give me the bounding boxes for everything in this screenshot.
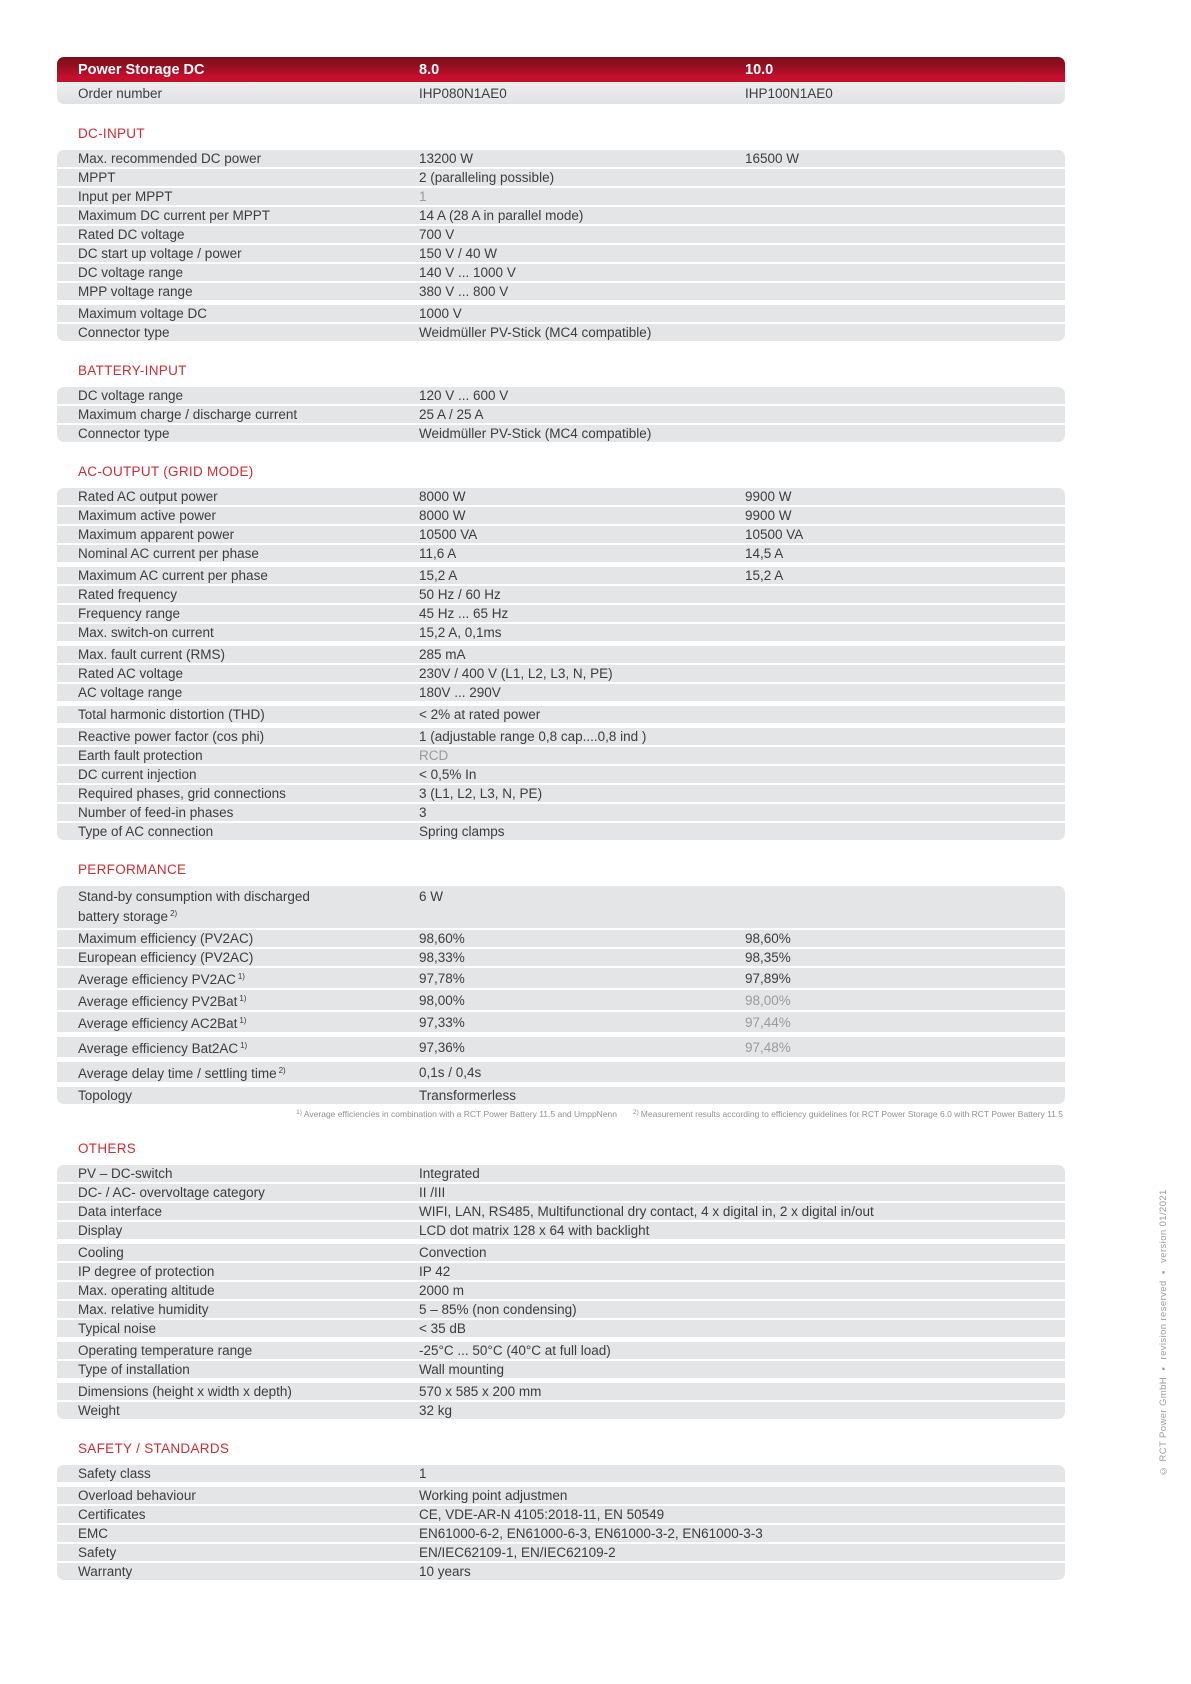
efficiency-footnote: $^{1)}$ Average efficiencies in combination with a RCT Power Battery 11.5 and UmppNenn $^{2)}$ Measurement results according to efficiency guidelines for RCT Power Storage 6.0 with RCT Power Battery 11.5 bbox=[296, 1109, 1063, 1119]
spec-label: Maximum DC current per MPPT bbox=[78, 208, 271, 223]
spec-value-model-8: Transformerless bbox=[419, 1088, 517, 1103]
spec-value-model-10: 98,60% bbox=[745, 931, 791, 946]
spec-value-model-8: IP 42 bbox=[419, 1264, 451, 1279]
section-title: OTHERS bbox=[78, 1141, 137, 1156]
spec-row bbox=[57, 1378, 1065, 1400]
spec-label: Type of AC connection bbox=[78, 824, 214, 839]
spec-label: Average efficiency PV2Bat $^{1)}$ bbox=[78, 994, 247, 1009]
spec-row bbox=[57, 543, 1065, 562]
spec-value-model-8: 32 kg bbox=[419, 1403, 453, 1418]
spec-label: Rated AC output power bbox=[78, 489, 218, 504]
spec-row bbox=[57, 701, 1065, 723]
spec-value-model-8: 0,1s / 0,4s bbox=[419, 1064, 482, 1080]
spec-label: PV – DC-switch bbox=[78, 1166, 173, 1181]
spec-label: Input per MPPT bbox=[78, 189, 173, 204]
spec-value-model-8: WIFI, LAN, RS485, Multifunctional dry contact, 4 x digital in, 2 x digital in/out bbox=[419, 1204, 874, 1219]
spec-row bbox=[57, 783, 1065, 802]
spec-value-model-8: Working point adjustmen bbox=[419, 1488, 568, 1503]
spec-value-model-8: II /III bbox=[419, 1185, 446, 1200]
spec-value-model-8: 8000 W bbox=[419, 489, 466, 504]
spec-value-model-8: 45 Hz ... 65 Hz bbox=[419, 606, 509, 621]
datasheet-content bbox=[57, 57, 1065, 1580]
spec-row bbox=[57, 1261, 1065, 1280]
spec-label: Average efficiency AC2Bat $^{1)}$ bbox=[78, 1016, 247, 1031]
spec-value-model-8: 3 bbox=[419, 805, 427, 820]
spec-row bbox=[57, 584, 1065, 603]
spec-value-model-8: EN/IEC62109-1, EN/IEC62109-2 bbox=[419, 1545, 616, 1560]
spec-label: Stand-by consumption with discharged battery storage $^{2)}$ bbox=[78, 889, 310, 924]
spec-value-model-8: 120 V ... 600 V bbox=[419, 388, 509, 403]
spec-row bbox=[57, 723, 1065, 745]
spec-label: Max. recommended DC power bbox=[78, 151, 262, 166]
spec-row bbox=[57, 224, 1065, 243]
spec-row bbox=[57, 322, 1065, 341]
spec-row bbox=[57, 1299, 1065, 1318]
spec-label: Type of installation bbox=[78, 1362, 190, 1377]
spec-row bbox=[57, 488, 1065, 505]
spec-value-model-8: 1 (adjustable range 0,8 cap....0,8 ind ) bbox=[419, 729, 647, 744]
spec-row bbox=[57, 1182, 1065, 1201]
spec-value-model-8: CE, VDE-AR-N 4105:2018-11, EN 50549 bbox=[419, 1507, 665, 1522]
spec-value-model-8: 10 years bbox=[419, 1564, 471, 1579]
spec-value-model-8: 570 x 585 x 200 mm bbox=[419, 1384, 542, 1399]
spec-label: Safety class bbox=[78, 1466, 151, 1481]
spec-row bbox=[57, 281, 1065, 300]
spec-value-model-8: 8000 W bbox=[419, 508, 466, 523]
spec-row bbox=[57, 603, 1065, 622]
spec-label: IP degree of protection bbox=[78, 1264, 215, 1279]
spec-value-model-8: 3 (L1, L2, L3, N, PE) bbox=[419, 786, 543, 801]
spec-row bbox=[57, 1201, 1065, 1220]
spec-label: Rated AC voltage bbox=[78, 666, 184, 681]
spec-row bbox=[57, 1465, 1065, 1482]
spec-row bbox=[57, 886, 1065, 928]
spec-row bbox=[57, 205, 1065, 224]
spec-value-model-10: 16500 W bbox=[745, 151, 800, 166]
spec-value-model-8: 230V / 400 V (L1, L2, L3, N, PE) bbox=[419, 666, 613, 681]
spec-row bbox=[57, 505, 1065, 524]
spec-row bbox=[57, 186, 1065, 205]
spec-table bbox=[57, 1165, 1065, 1419]
spec-value-model-8: 2000 m bbox=[419, 1283, 465, 1298]
spec-value-model-10: 97,48% bbox=[745, 1039, 791, 1055]
spec-label: Average delay time / settling time $^{2)}$ bbox=[78, 1066, 286, 1081]
spec-label: MPPT bbox=[78, 170, 116, 185]
spec-label: Average efficiency Bat2AC $^{1)}$ bbox=[78, 1041, 248, 1056]
spec-label: Connector type bbox=[78, 325, 170, 340]
spec-label: MPP voltage range bbox=[78, 284, 193, 299]
order-number-model-10: IHP100N1AE0 bbox=[745, 85, 833, 101]
spec-row bbox=[57, 1359, 1065, 1378]
spec-label: Reactive power factor (cos phi) bbox=[78, 729, 265, 744]
spec-label: Rated DC voltage bbox=[78, 227, 185, 242]
spec-label: DC voltage range bbox=[78, 388, 184, 403]
spec-label: Nominal AC current per phase bbox=[78, 546, 259, 561]
spec-row bbox=[57, 641, 1065, 663]
spec-label: Average efficiency PV2AC $^{1)}$ bbox=[78, 972, 245, 987]
spec-row bbox=[57, 404, 1065, 423]
product-header-bar bbox=[57, 57, 1065, 82]
spec-sections bbox=[57, 126, 1065, 1580]
spec-label: DC voltage range bbox=[78, 265, 184, 280]
footnote-marker: 1) bbox=[240, 1041, 248, 1050]
spec-value-model-8: 285 mA bbox=[419, 647, 466, 662]
spec-value-model-8: 50 Hz / 60 Hz bbox=[419, 587, 501, 602]
spec-value-model-10: 98,00% bbox=[745, 992, 791, 1008]
spec-label: DC- / AC- overvoltage category bbox=[78, 1185, 265, 1200]
spec-label: Maximum active power bbox=[78, 508, 217, 523]
order-number-model-8: IHP080N1AE0 bbox=[419, 85, 507, 101]
spec-label: Certificates bbox=[78, 1507, 146, 1522]
spec-table bbox=[57, 1465, 1065, 1580]
spec-row bbox=[57, 1400, 1065, 1419]
spec-label: Data interface bbox=[78, 1204, 163, 1219]
spec-row bbox=[57, 167, 1065, 186]
spec-value-model-8: 140 V ... 1000 V bbox=[419, 265, 516, 280]
spec-value-model-8: 97,36% bbox=[419, 1039, 465, 1055]
footnote-marker: 1) bbox=[239, 1016, 247, 1025]
spec-value-model-10: 98,35% bbox=[745, 950, 791, 965]
spec-label: Typical noise bbox=[78, 1321, 157, 1336]
spec-label: Required phases, grid connections bbox=[78, 786, 286, 801]
section-title: AC-OUTPUT (GRID MODE) bbox=[78, 464, 254, 479]
spec-row bbox=[57, 1239, 1065, 1261]
spec-row bbox=[57, 150, 1065, 167]
footnote-marker: 2) bbox=[278, 1066, 286, 1075]
spec-label: Total harmonic distortion (THD) bbox=[78, 707, 265, 722]
spec-row bbox=[57, 1504, 1065, 1523]
spec-row bbox=[57, 562, 1065, 584]
spec-row bbox=[57, 1010, 1065, 1032]
spec-value-model-8: 10500 VA bbox=[419, 527, 478, 542]
spec-value-model-10: 9900 W bbox=[745, 489, 792, 504]
footnote-marker: 1) bbox=[237, 972, 245, 981]
spec-value-model-8: 97,33% bbox=[419, 1014, 465, 1030]
spec-label: Earth fault protection bbox=[78, 748, 203, 763]
spec-row bbox=[57, 423, 1065, 442]
spec-label: Operating temperature range bbox=[78, 1343, 253, 1358]
spec-value-model-8: Wall mounting bbox=[419, 1362, 505, 1377]
spec-row bbox=[57, 1337, 1065, 1359]
order-number-label: Order number bbox=[78, 85, 163, 101]
model-10-label: 10.0 bbox=[745, 61, 774, 78]
spec-value-model-8: Weidmüller PV-Stick (MC4 compatible) bbox=[419, 325, 652, 340]
spec-label: Max. operating altitude bbox=[78, 1283, 215, 1298]
spec-label: Cooling bbox=[78, 1245, 124, 1260]
spec-row bbox=[57, 524, 1065, 543]
spec-value-model-8: 97,78% bbox=[419, 970, 465, 986]
spec-label: Maximum apparent power bbox=[78, 527, 235, 542]
spec-row bbox=[57, 1165, 1065, 1182]
spec-row bbox=[57, 1542, 1065, 1561]
spec-row bbox=[57, 1318, 1065, 1337]
spec-value-model-8: 98,33% bbox=[419, 950, 465, 965]
spec-row bbox=[57, 300, 1065, 322]
spec-value-model-8: RCD bbox=[419, 748, 449, 763]
spec-label: Max. fault current (RMS) bbox=[78, 647, 226, 662]
spec-value-model-8: -25°C ... 50°C (40°C at full load) bbox=[419, 1343, 611, 1358]
spec-label: Topology bbox=[78, 1088, 133, 1103]
spec-label: European efficiency (PV2AC) bbox=[78, 950, 254, 965]
spec-row bbox=[57, 1280, 1065, 1299]
spec-value-model-8: 13200 W bbox=[419, 151, 474, 166]
spec-label: Frequency range bbox=[78, 606, 181, 621]
spec-label: Weight bbox=[78, 1403, 120, 1418]
spec-label: Maximum efficiency (PV2AC) bbox=[78, 931, 254, 946]
spec-row bbox=[57, 966, 1065, 988]
spec-row bbox=[57, 1057, 1065, 1082]
spec-table bbox=[57, 886, 1065, 1104]
spec-value-model-8: 5 – 85% (non condensing) bbox=[419, 1302, 577, 1317]
spec-value-model-8: 14 A (28 A in parallel mode) bbox=[419, 208, 584, 223]
spec-row bbox=[57, 1220, 1065, 1239]
spec-label: Maximum voltage DC bbox=[78, 306, 208, 321]
spec-table bbox=[57, 488, 1065, 840]
spec-row bbox=[57, 1082, 1065, 1104]
spec-row bbox=[57, 387, 1065, 404]
section-title: BATTERY-INPUT bbox=[78, 363, 187, 378]
spec-label: DC current injection bbox=[78, 767, 197, 782]
spec-label: Warranty bbox=[78, 1564, 133, 1579]
spec-value-model-10: 9900 W bbox=[745, 508, 792, 523]
spec-row bbox=[57, 1561, 1065, 1580]
spec-value-model-8: 180V ... 290V bbox=[419, 685, 501, 700]
section-title: DC-INPUT bbox=[78, 126, 145, 141]
spec-value-model-10: 97,89% bbox=[745, 970, 791, 986]
spec-value-model-8: Spring clamps bbox=[419, 824, 505, 839]
spec-value-model-8: 380 V ... 800 V bbox=[419, 284, 509, 299]
model-8-label: 8.0 bbox=[419, 61, 440, 78]
footnote-marker: 1) bbox=[239, 994, 247, 1003]
spec-label: AC voltage range bbox=[78, 685, 183, 700]
spec-value-model-8: < 0,5% In bbox=[419, 767, 477, 782]
spec-row bbox=[57, 928, 1065, 947]
spec-row bbox=[57, 243, 1065, 262]
spec-label: Maximum charge / discharge current bbox=[78, 407, 298, 422]
spec-row bbox=[57, 745, 1065, 764]
spec-label: Rated frequency bbox=[78, 587, 178, 602]
spec-label: Safety bbox=[78, 1545, 117, 1560]
spec-row bbox=[57, 682, 1065, 701]
footnote-marker: 2) bbox=[170, 909, 178, 918]
spec-row bbox=[57, 1032, 1065, 1057]
spec-label: Number of feed-in phases bbox=[78, 805, 234, 820]
spec-label: Maximum AC current per phase bbox=[78, 568, 268, 583]
spec-value-model-8: 150 V / 40 W bbox=[419, 246, 498, 261]
spec-row bbox=[57, 1523, 1065, 1542]
spec-row bbox=[57, 988, 1065, 1010]
spec-row bbox=[57, 802, 1065, 821]
copyright-version-note: © RCT Power GmbH ▪ revision reserved ▪ version 01/2021 bbox=[1158, 1189, 1169, 1476]
spec-value-model-8: 1000 V bbox=[419, 306, 462, 321]
spec-row bbox=[57, 622, 1065, 641]
spec-label: DC start up voltage / power bbox=[78, 246, 242, 261]
spec-value-model-8: Integrated bbox=[419, 1166, 480, 1181]
spec-value-model-10: 10500 VA bbox=[745, 527, 804, 542]
spec-row bbox=[57, 764, 1065, 783]
spec-value-model-8: 15,2 A, 0,1ms bbox=[419, 625, 502, 640]
section-title: PERFORMANCE bbox=[78, 862, 187, 877]
spec-value-model-8: Weidmüller PV-Stick (MC4 compatible) bbox=[419, 426, 652, 441]
spec-value-model-8: EN61000-6-2, EN61000-6-3, EN61000-3-2, EN61000-3-3 bbox=[419, 1526, 763, 1541]
spec-label: Connector type bbox=[78, 426, 170, 441]
spec-value-model-8: < 35 dB bbox=[419, 1321, 466, 1336]
spec-row bbox=[57, 262, 1065, 281]
spec-value-model-8: 700 V bbox=[419, 227, 455, 242]
spec-value-model-8: 1 bbox=[419, 189, 427, 204]
spec-label: Max. relative humidity bbox=[78, 1302, 209, 1317]
spec-value-model-10: 97,44% bbox=[745, 1014, 791, 1030]
spec-value-model-10: 14,5 A bbox=[745, 546, 784, 561]
spec-label: Max. switch-on current bbox=[78, 625, 214, 640]
section-title: SAFETY / STANDARDS bbox=[78, 1441, 230, 1456]
spec-label: EMC bbox=[78, 1526, 108, 1541]
spec-value-model-8: 2 (paralleling possible) bbox=[419, 170, 555, 185]
product-title: Power Storage DC bbox=[78, 61, 205, 78]
spec-value-model-8: Convection bbox=[419, 1245, 487, 1260]
spec-value-model-8: 25 A / 25 A bbox=[419, 407, 484, 422]
spec-table bbox=[57, 150, 1065, 341]
spec-value-model-10: 15,2 A bbox=[745, 568, 784, 583]
order-number-row bbox=[57, 82, 1065, 104]
spec-value-model-8: 15,2 A bbox=[419, 568, 458, 583]
spec-label: Display bbox=[78, 1223, 123, 1238]
spec-row bbox=[57, 821, 1065, 840]
spec-label: Dimensions (height x width x depth) bbox=[78, 1384, 292, 1399]
spec-table bbox=[57, 387, 1065, 442]
spec-value-model-8: LCD dot matrix 128 x 64 with backlight bbox=[419, 1223, 650, 1238]
spec-value-model-8: 98,60% bbox=[419, 931, 465, 946]
spec-value-model-8: < 2% at rated power bbox=[419, 707, 541, 722]
spec-row bbox=[57, 663, 1065, 682]
spec-value-model-8: 11,6 A bbox=[419, 546, 457, 561]
spec-value-model-8: 1 bbox=[419, 1466, 427, 1481]
spec-label: Overload behaviour bbox=[78, 1488, 196, 1503]
spec-row bbox=[57, 947, 1065, 966]
spec-row bbox=[57, 1482, 1065, 1504]
spec-value-model-8: 6 W bbox=[419, 889, 444, 904]
spec-value-model-8: 98,00% bbox=[419, 992, 465, 1008]
